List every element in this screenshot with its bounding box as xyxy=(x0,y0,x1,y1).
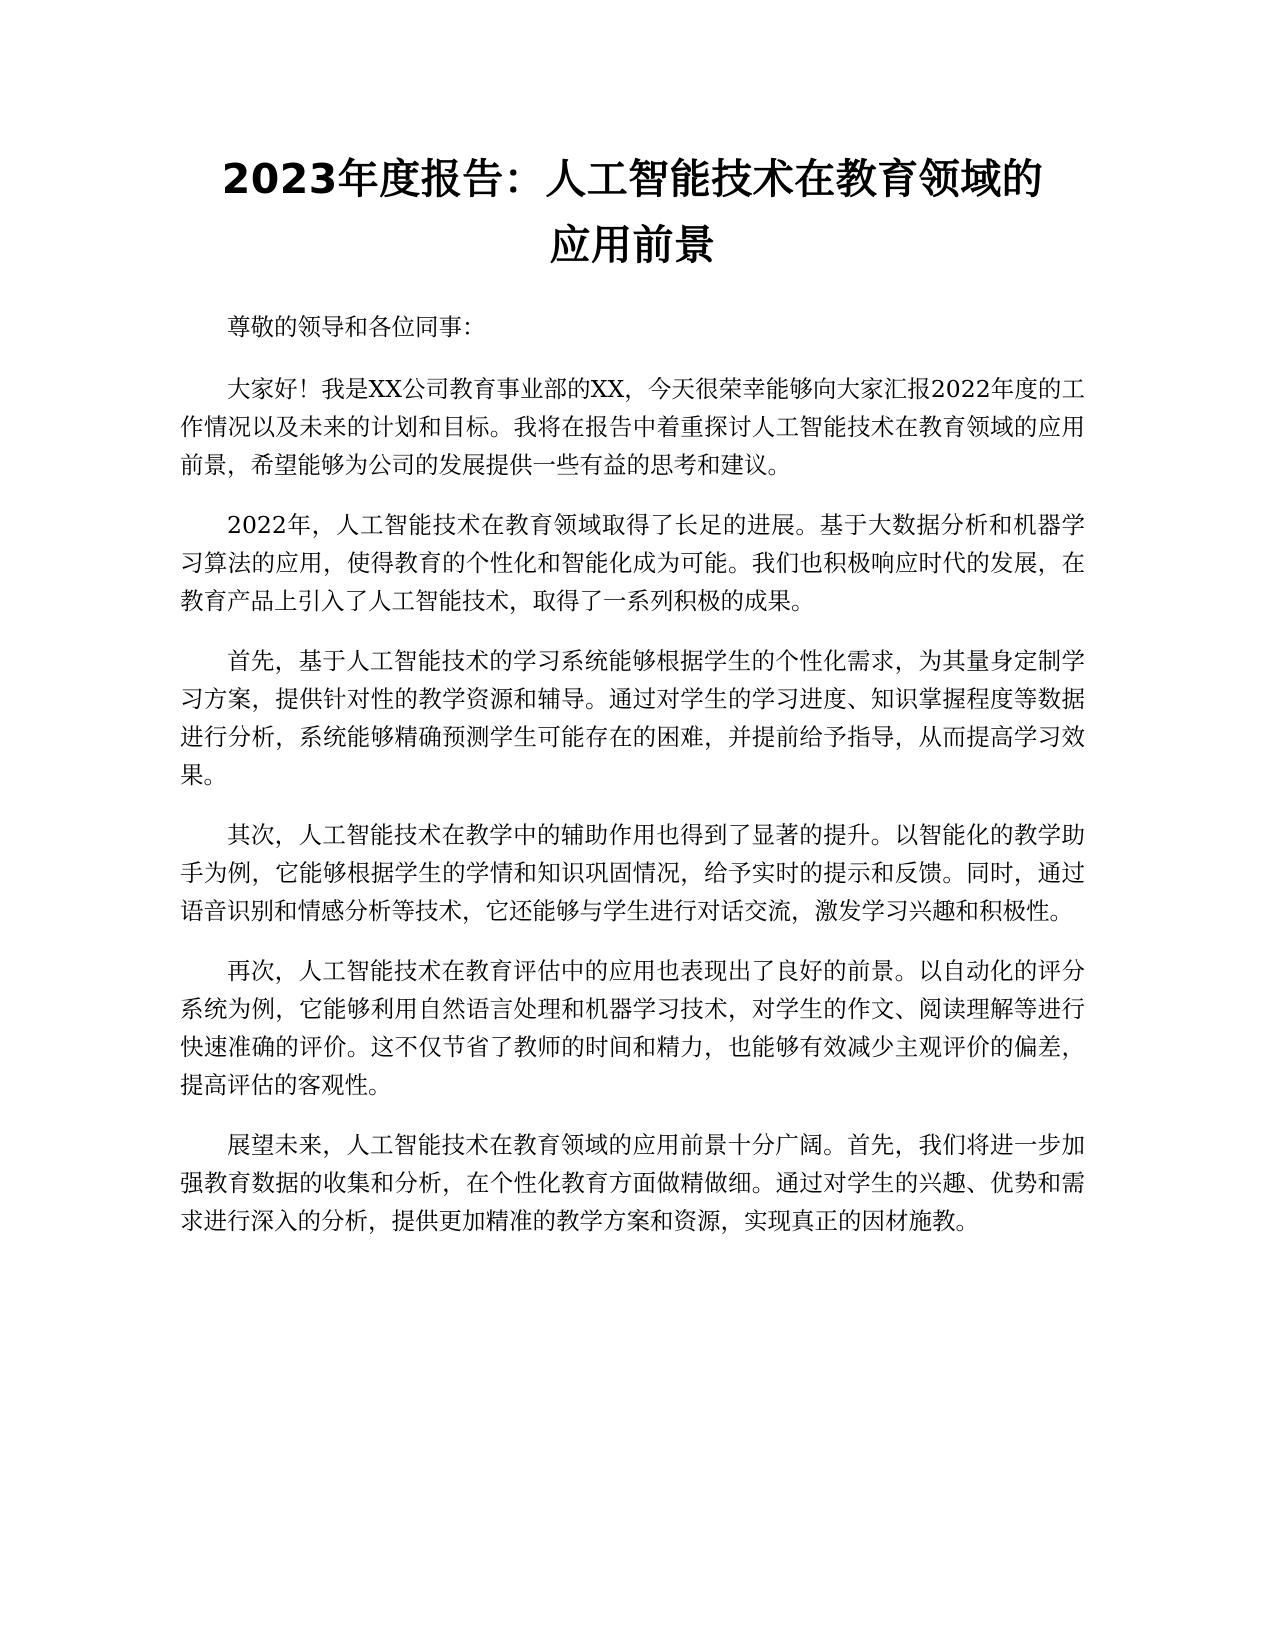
document-title xyxy=(180,146,1085,278)
paragraph-outlook: 展望未来，人工智能技术在教育领域的应用前景十分广阔。首先，我们将进一步加强教育数据的收集和分析，在个性化教育方面做精做细。通过对学生的兴趣、优势和需求进行深入的分析，提供更加精准的教学方案和资源，实现真正的因材施教。 xyxy=(180,1131,1085,1235)
title-line-1: 2023年度报告：人工智能技术在教育领域的 xyxy=(221,155,1044,203)
greeting: 尊敬的领导和各位同事： xyxy=(227,313,486,341)
title-line-2: 应用前景 xyxy=(549,221,716,269)
paragraph-intro: 大家好！我是XX公司教育事业部的XX，今天很荣幸能够向大家汇报2022年度的工作情况以及未来的计划和目标。我将在报告中着重探讨人工智能技术在教育领域的应用前景，希望能够为公司的发展提供一些有益的思考和建议。 xyxy=(180,375,1085,479)
paragraph-2022-progress: 2022年，人工智能技术在教育领域取得了长足的进展。基于大数据分析和机器学习算法的应用，使得教育的个性化和智能化成为可能。我们也积极响应时代的发展，在教育产品上引入了人工智能技术，取得了一系列积极的成果。 xyxy=(180,511,1085,615)
document-body xyxy=(180,308,1085,1262)
paragraph-second-point: 其次，人工智能技术在教学中的辅助作用也得到了显著的提升。以智能化的教学助手为例，它能够根据学生的学情和知识巩固情况，给予实时的提示和反馈。同时，通过语音识别和情感分析等技术，它还能够与学生进行对话交流，激发学习兴趣和积极性。 xyxy=(180,821,1085,925)
paragraph-first-point: 首先，基于人工智能技术的学习系统能够根据学生的个性化需求，为其量身定制学习方案，提供针对性的教学资源和辅导。通过对学生的学习进度、知识掌握程度等数据进行分析，系统能够精确预测学生可能存在的困难，并提前给予指导，从而提高学习效果。 xyxy=(180,647,1085,789)
paragraph-third-point: 再次，人工智能技术在教育评估中的应用也表现出了良好的前景。以自动化的评分系统为例，它能够利用自然语言处理和机器学习技术，对学生的作文、阅读理解等进行快速准确的评价。这不仅节省了教师的时间和精力，也能够有效减少主观评价的偏差，提高评估的客观性。 xyxy=(180,957,1085,1099)
